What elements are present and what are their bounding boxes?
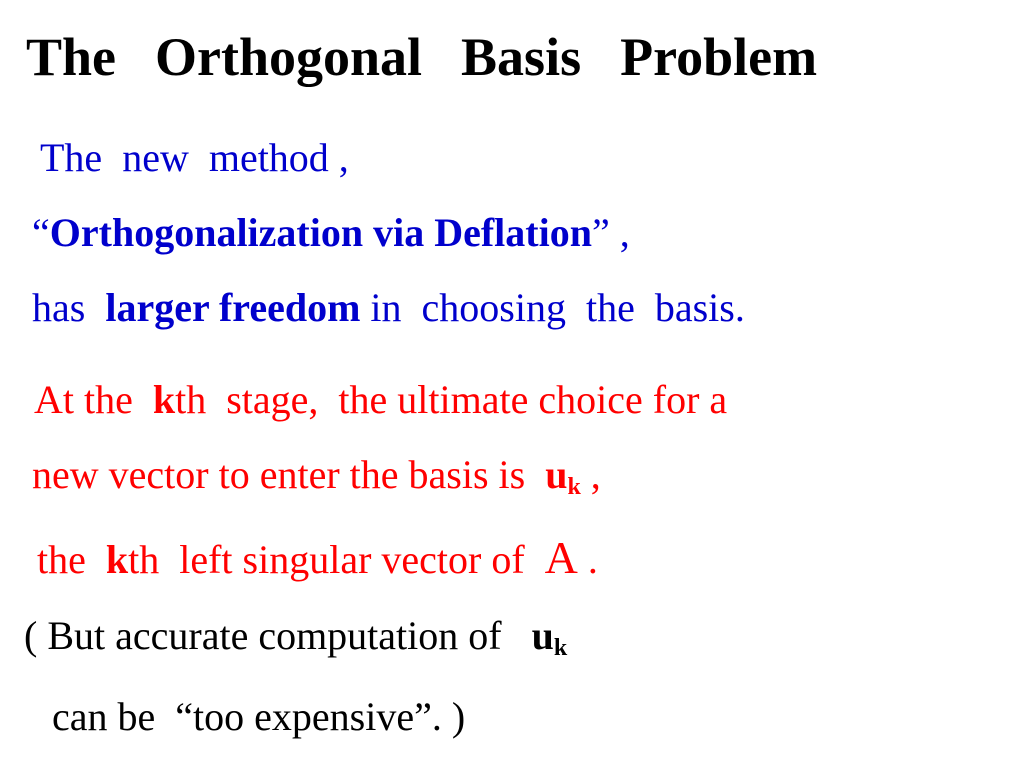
stage-line-2-end: , (580, 452, 601, 497)
stage-line-3 (37, 532, 598, 583)
intro-line-freedom (32, 285, 745, 330)
the-text: the (37, 537, 106, 582)
u-subscript-k: k (567, 474, 581, 500)
larger-freedom-text: larger freedom (105, 285, 361, 330)
intro-line-new-method: The new method , (40, 135, 349, 180)
note-u-vector: u (531, 613, 554, 658)
k-variable: k (152, 377, 176, 422)
intro-line-method-name (32, 210, 630, 255)
stage-line-1 (34, 377, 728, 422)
stage-line-1-rest: th stage, the ultimate choice for a (175, 377, 728, 422)
quote-close: ” , (591, 210, 630, 255)
singular-vector-text: th left singular vector of (128, 537, 545, 582)
method-name: Orthogonalization via Deflation (49, 210, 592, 255)
u-vector: u (545, 452, 568, 497)
quote-open: “ (32, 210, 50, 255)
k-variable-2: k (105, 537, 129, 582)
note-line-1 (24, 613, 568, 661)
has-text: has (32, 285, 106, 330)
slide-title: The Orthogonal Basis Problem (26, 27, 818, 87)
note-line-2: can be “too expensive”. ) (52, 694, 466, 739)
matrix-a: A (544, 532, 578, 583)
at-the-text: At the (34, 377, 153, 422)
stage-line-2 (32, 452, 601, 500)
stage-line-2-text: new vector to enter the basis is (32, 452, 546, 497)
choosing-basis-text: in choosing the basis. (360, 285, 745, 330)
note-line-1-text: ( But accurate computation of (24, 613, 532, 658)
stage-line-3-end: . (577, 537, 598, 582)
note-u-subscript-k: k (553, 635, 568, 661)
